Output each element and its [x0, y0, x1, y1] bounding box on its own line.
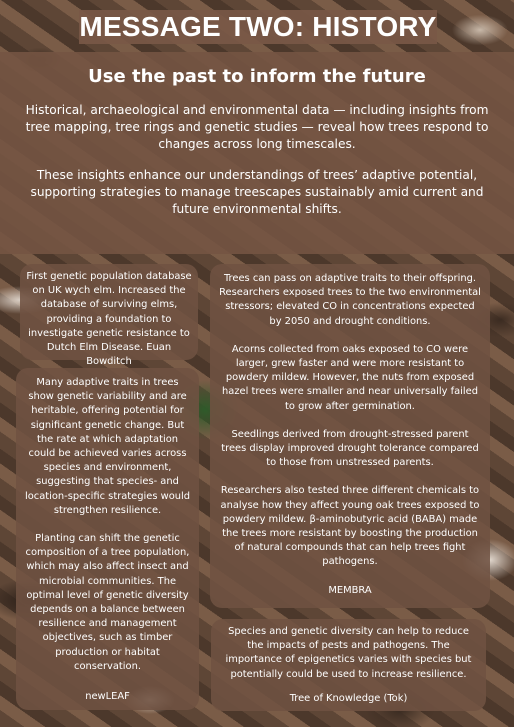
subtitle: Use the past to inform the future	[88, 66, 426, 87]
tok-text: Species and genetic diversity can help to reduce the impacts of pests and pathogens. The importance of epigenetics varies with species but potentially could be used to increase resilience.	[225, 626, 472, 680]
membra-paragraph-1: Trees can pass on adaptive traits to their offspring. Researchers exposed trees to the two environmental stressors; elevated CO in concentrations expected by 2050 and drought conditions.	[219, 273, 481, 327]
tok-box	[211, 619, 486, 711]
page-title: MESSAGE TWO: HISTORY	[79, 11, 437, 42]
membra-credit: MEMBRA	[328, 584, 372, 596]
newleaf-paragraph-1: Many adaptive traits in trees show genetic variability and are heritable, offering potential for significant genetic change. But the rate at which adaptation could be achieved varies across species and environment, suggesting that species- and location-specific strategies would strengthen resilience.	[24, 377, 191, 516]
tok-credit: Tree of Knowledge (Tok)	[289, 692, 408, 704]
membra-box	[210, 264, 490, 608]
intro-paragraph-1: Historical, archaeological and environmental data — including insights from tree mapping, tree rings and genetic studies — reveal how trees respond to changes across long timescales.	[25, 103, 489, 151]
intro-paragraph-2: These insights enhance our understandings of trees’ adaptive potential, supporting strategies to manage treescapes sustainably amid current and future environmental shifts.	[30, 168, 484, 216]
newleaf-box	[16, 368, 199, 710]
intro-panel	[0, 52, 514, 254]
membra-paragraph-4: Researchers also tested three different chemicals to analyse how they affect young oak trees exposed to powdery mildew. β-aminobutyric acid (BABA) made the trees more resistant by boosting the production of natural compounds that can help trees fight pathogens.	[220, 485, 480, 568]
elm-database-box	[20, 264, 198, 368]
newleaf-paragraph-2: Planting can shift the genetic composition of a tree population, which may also affect insect and microbial communities. The optimal level of genetic diversity depends on a balance between resilience and management objectives, such as timber production or habitat conservation.	[25, 533, 190, 672]
newleaf-credit: newLEAF	[85, 691, 130, 703]
elm-database-text: First genetic population database on UK wych elm. Increased the database of surviving elms, providing a foundation to investigate genetic resistance to Dutch Elm Disease. Euan Bowditch	[26, 271, 192, 368]
membra-paragraph-2: Acorns collected from oaks exposed to CO were larger, grew faster and were more resistant to powdery mildew. However, the nuts from exposed hazel trees were smaller and near universally failed to grow after germination.	[222, 343, 478, 412]
membra-paragraph-3: Seedlings derived from drought-stressed parent trees display improved drought tolerance compared to those from unstressed parents.	[221, 428, 479, 469]
